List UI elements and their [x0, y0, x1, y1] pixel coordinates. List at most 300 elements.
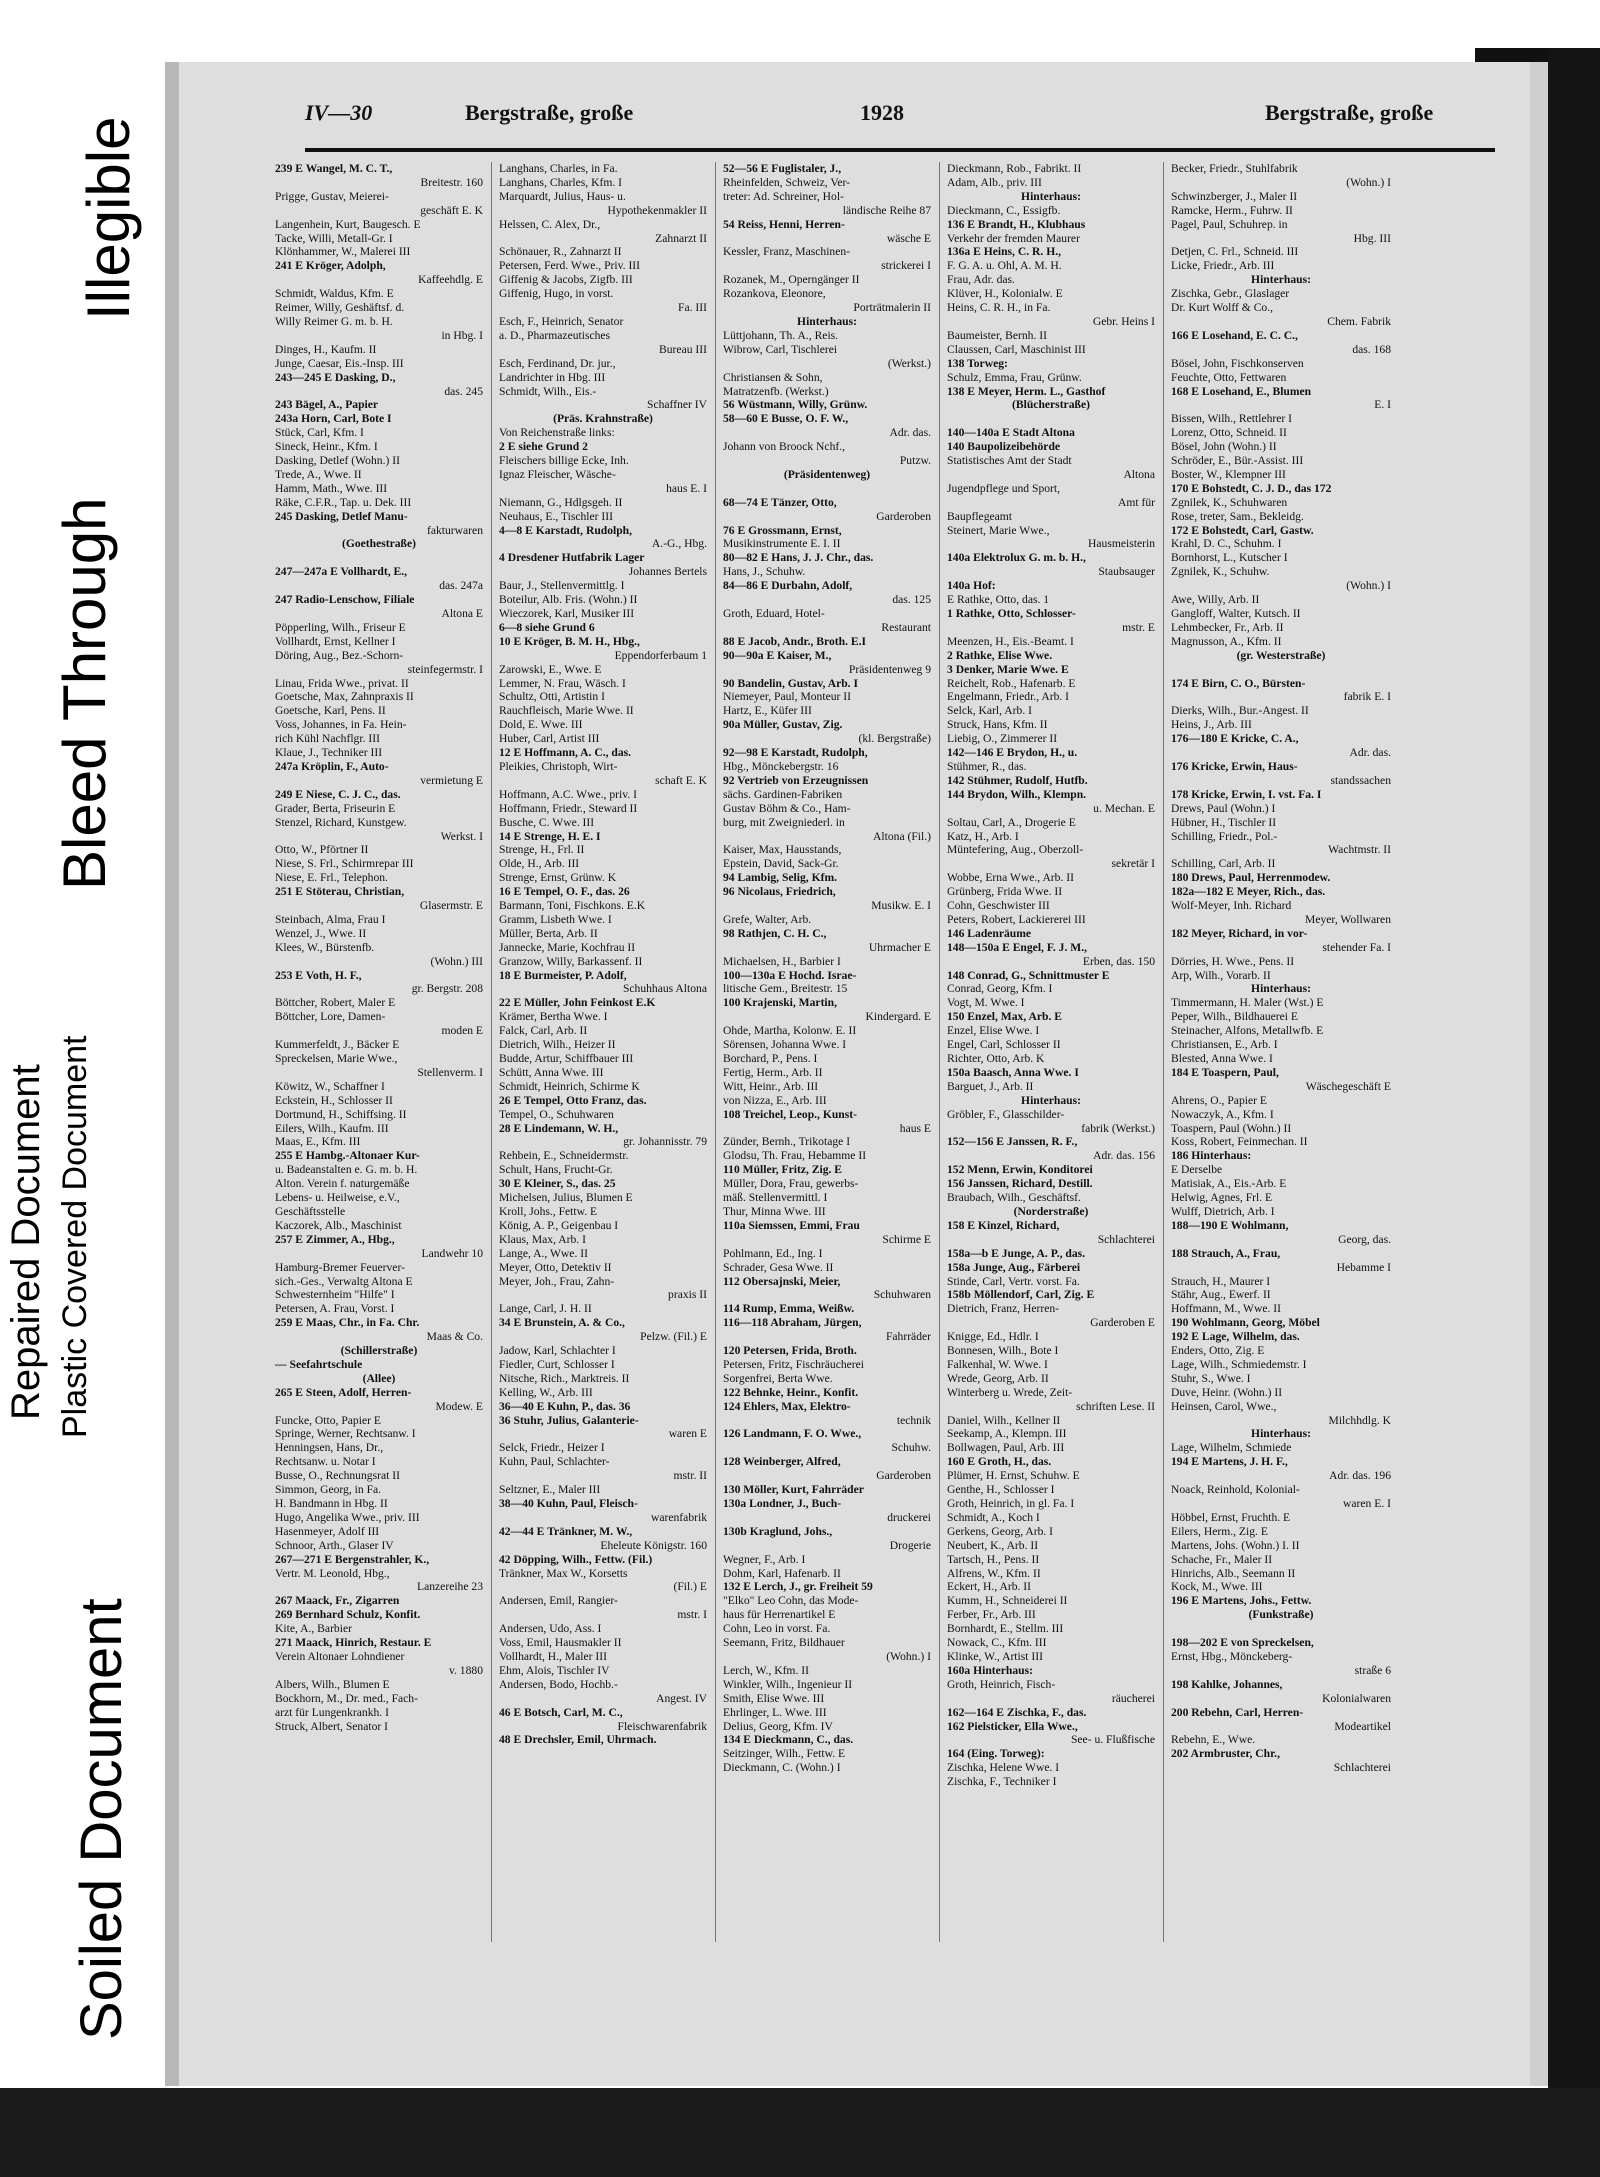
directory-entry-line: Vollhardt, Ernst, Kellner I — [275, 634, 396, 648]
directory-entry-line: Esch, Ferdinand, Dr. jur., — [499, 356, 616, 370]
directory-entry-line: Linau, Frida Wwe., privat. II — [275, 676, 409, 690]
directory-entry-line: Giffenig & Jacobs, Zigfb. III — [499, 273, 633, 287]
directory-entry-line: schaft E. K — [655, 773, 707, 787]
directory-entry-line: Rose, treter, Sam., Bekleidg. — [1171, 509, 1304, 523]
directory-entry-line: Granzow, Willy, Barkassenf. II — [499, 954, 643, 968]
directory-entry-line: 168 E Losehand, E., Blumen — [1171, 384, 1312, 398]
directory-entry-line: Groth, Heinrich, Fisch- — [947, 1677, 1056, 1691]
directory-entry-line: Richter, Otto, Arb. K — [947, 1052, 1045, 1065]
directory-entry-line: (Blücherstraße) — [1012, 398, 1090, 412]
directory-entry-line: 94 Lambig, Selig, Kfm. — [723, 871, 838, 885]
directory-entry-line: 140a Hof: — [947, 579, 996, 593]
directory-entry-line: fakturwaren — [426, 523, 483, 537]
directory-entry-line: Räke, C.F.R., Tap. u. Dek. III — [275, 495, 412, 509]
directory-entry-line: Wegner, F., Arb. I — [723, 1552, 806, 1566]
directory-entry-line: 16 E Tempel, O. F., das. 26 — [499, 885, 630, 899]
directory-entry-line: Frau, Adr. das. — [947, 273, 1015, 287]
directory-entry-line: 2 Rathke, Elise Wwe. — [947, 648, 1053, 662]
directory-entry-line: 255 E Hambg.-Altonaer Kur- — [275, 1149, 420, 1163]
directory-entry-line: warenfabrik — [650, 1510, 707, 1524]
directory-entry-line: Matratzenfb. (Werkst.) — [723, 384, 829, 398]
directory-entry-line: 98 Rathjen, C. H. C., — [723, 926, 827, 940]
street-name-right: Bergstraße, große — [1265, 100, 1434, 125]
directory-entry-line: litische Gem., Breitestr. 15 — [723, 982, 848, 996]
directory-entry-line: 162 Pielsticker, Ella Wwe., — [947, 1719, 1078, 1733]
directory-entry-line: Schultz, Otti, Artistin I — [499, 690, 605, 704]
directory-entry-line: Breitestr. 160 — [420, 175, 483, 189]
directory-entry-line: Zischka, F., Techniker I — [947, 1775, 1057, 1789]
directory-entry-line: Grünberg, Frida Wwe. II — [947, 885, 1063, 899]
directory-entry-line: 90a Müller, Gustav, Zig. — [723, 718, 843, 732]
directory-entry-line: Schuhw. — [891, 1441, 931, 1455]
directory-entry-line: 92 Vertrieb von Erzeugnissen — [723, 773, 869, 787]
directory-entry-line: 271 Maack, Hinrich, Restaur. E — [275, 1636, 432, 1650]
directory-entry-line: Ernst, Hbg., Mönckeberg- — [1171, 1649, 1293, 1663]
directory-entry-line: Martens, Johs. (Wohn.) I. II — [1171, 1538, 1300, 1552]
column-divider — [491, 162, 492, 1942]
directory-entry-line: Zünder, Bernh., Trikotage I — [723, 1135, 851, 1149]
directory-entry-line: 243a Horn, Carl, Bote I — [275, 412, 392, 426]
directory-entry-line: Schrader, Gesa Wwe. II — [723, 1260, 834, 1274]
directory-entry-line: (Allee) — [362, 1371, 396, 1385]
directory-entry-line: fabrik (Werkst.) — [1081, 1121, 1155, 1135]
directory-entry-line: Koss, Robert, Feinmechan. II — [1171, 1135, 1308, 1149]
directory-entry-line: Vogt, M. Wwe. I — [947, 996, 1025, 1010]
directory-entry-line: Hamburg-Bremer Feuerver- — [275, 1260, 405, 1274]
directory-entry-line: Enzel, Elise Wwe. I — [947, 1024, 1040, 1038]
directory-entry-line: Plümer, H. Ernst, Schuhw. E — [947, 1469, 1080, 1483]
directory-entry-line: 259 E Maas, Chr., in Fa. Chr. — [275, 1316, 420, 1330]
directory-entry-line: 182a—182 E Meyer, Rich., das. — [1171, 885, 1326, 899]
directory-entry-line: Gustav Böhm & Co., Ham- — [723, 801, 851, 815]
directory-entry-line: Sineck, Heinr., Kfm. I — [275, 440, 378, 454]
directory-entry-line: Adam, Alb., priv. III — [947, 175, 1042, 189]
directory-entry-line: Hugo, Angelika Wwe., priv. III — [275, 1510, 420, 1524]
directory-entry-line: (Norderstraße) — [1013, 1204, 1089, 1218]
directory-entry-line: Stinde, Carl, Vertr. vorst. Fa. — [947, 1274, 1080, 1288]
document-condition-sidebar — [0, 0, 165, 2177]
directory-entry-line: Klaus, Max, Arb. I — [499, 1232, 586, 1246]
directory-entry-line: Strenge, H., Frl. II — [499, 843, 585, 857]
directory-entry-line: Kock, M., Wwe. III — [1171, 1580, 1263, 1594]
directory-entry-line: Blested, Anna Wwe. I — [1171, 1052, 1273, 1065]
directory-entry-line: Reimer, Willy, Geshäftsf. d. — [275, 301, 405, 315]
directory-entry-line: 158b Möllendorf, Carl, Zig. E — [947, 1288, 1095, 1302]
directory-entry-line: Dietrich, Franz, Herren- — [947, 1302, 1060, 1316]
directory-entry-line: Heins, J., Arb. III — [1171, 718, 1252, 732]
directory-entry-line: von Nizza, E., Arb. III — [723, 1093, 827, 1107]
directory-entry-line: Hoffmann, Friedr., Steward II — [499, 801, 638, 815]
directory-entry-line: vermietung E — [420, 773, 483, 787]
directory-entry-line: Lebens- u. Heilweise, e.V., — [275, 1191, 400, 1205]
directory-entry-line: Arp, Wilh., Vorarb. II — [1171, 968, 1271, 982]
directory-entry-line: Kaffeehdlg. E — [418, 273, 483, 287]
directory-entry-line: Schnoor, Arth., Glaser IV — [275, 1538, 394, 1552]
directory-entry-line: 158 E Kinzel, Richard, — [947, 1218, 1060, 1232]
directory-entry-line: Stähr, Aug., Ewerf. II — [1171, 1288, 1271, 1302]
directory-entry-line: Michaelsen, H., Barbier I — [723, 954, 841, 968]
directory-entry-line: Willy Reimer G. m. b. H. — [275, 314, 393, 328]
directory-entry-line: rich Kühl Nachflgr. III — [275, 732, 380, 746]
directory-entry-line: Kindergard. E — [865, 1010, 931, 1024]
directory-entry-line: 247a Kröplin, F., Auto- — [275, 759, 389, 773]
directory-entry-line: 58—60 E Busse, O. F. W., — [723, 412, 849, 426]
column-divider — [715, 162, 716, 1942]
directory-entry-line: Johannes Bertels — [628, 565, 707, 579]
directory-entry-line: 136 E Brandt, H., Klubhaus — [947, 217, 1086, 231]
directory-entry-line: Niemann, G., Hdlgsgeh. II — [499, 495, 623, 509]
directory-entry-line: Awe, Willy, Arb. II — [1171, 593, 1260, 607]
directory-entry-line: Hoffmann, A.C. Wwe., priv. I — [499, 787, 637, 801]
directory-entry-line: Knigge, Ed., Hdlr. I — [947, 1330, 1039, 1344]
directory-column-5 — [1171, 162, 1391, 1962]
directory-entry-line: Baur, J., Stellenvermittlg. I — [499, 579, 625, 593]
directory-entry-line: Krämer, Bertha Wwe. I — [499, 1010, 608, 1024]
directory-entry-line: Ehm, Alois, Tischler IV — [499, 1663, 610, 1677]
directory-entry-line: Dietrich, Wilh., Heizer II — [499, 1038, 616, 1052]
directory-entry-line: Hinterhaus: — [1251, 1427, 1311, 1441]
directory-entry-line: Giffenig, Hugo, in vorst. — [499, 287, 614, 301]
directory-entry-line: (Fil.) E — [673, 1580, 707, 1594]
directory-entry-line: 190 Wohlmann, Georg, Möbel — [1171, 1316, 1320, 1330]
directory-entry-line: Rauchfleisch, Marie Wwe. II — [499, 704, 634, 718]
directory-entry-line: 243—245 E Dasking, D., — [275, 370, 396, 384]
directory-entry-line: u. Mechan. E — [1093, 801, 1155, 815]
directory-entry-line: (Goethestraße) — [341, 537, 417, 551]
directory-entry-line: Boster, W., Klempner III — [1171, 467, 1286, 481]
directory-entry-line: Böttcher, Robert, Maler E — [275, 996, 396, 1010]
directory-entry-line: (Wohn.) III — [430, 954, 483, 968]
directory-entry-line: Wäschegeschäft E — [1305, 1079, 1391, 1093]
directory-entry-line: Klaue, J., Techniker III — [275, 746, 383, 760]
directory-entry-line — [275, 551, 483, 565]
directory-entry-line: burg, mit Zweigniederl. in — [723, 815, 845, 829]
directory-entry-line: Wenzel, J., Wwe. II — [275, 926, 367, 940]
directory-entry-line: Krahl, D. C., Schuhm. I — [1171, 537, 1282, 551]
directory-entry-line: Goetsche, Karl, Pens. II — [275, 704, 386, 718]
directory-entry-line: 2 E siehe Grund 2 — [499, 440, 588, 454]
directory-entry-line: Groth, Eduard, Hotel- — [723, 607, 825, 620]
directory-entry-line: 166 E Losehand, E. C. C., — [1171, 328, 1298, 342]
directory-entry-line: See- u. Flußfische — [1070, 1733, 1155, 1747]
directory-entry-line: Wulff, Dietrich, Arb. I — [1171, 1204, 1275, 1218]
directory-entry-line: Werkst. I — [440, 829, 483, 843]
directory-entry-line: Glodsu, Th. Frau, Hebamme II — [723, 1149, 867, 1163]
directory-entry-line: fabrik E. I — [1343, 690, 1391, 704]
directory-entry-line: Detjen, C. Frl., Schneid. III — [1171, 245, 1299, 259]
directory-entry-line: Georg, das. — [1338, 1232, 1391, 1246]
directory-entry-line: Lüttjohann, Th. A., Reis. — [723, 328, 839, 342]
directory-entry-line: 198 Kahlke, Johannes, — [1171, 1677, 1283, 1691]
directory-entry-line: Baumeister, Bernh. II — [947, 328, 1047, 342]
directory-entry-line: Dold, E. Wwe. III — [499, 718, 583, 732]
directory-entry-line: Steinbach, Alma, Frau I — [275, 912, 386, 926]
directory-entry-line: Winkler, Wilh., Ingenieur II — [723, 1677, 853, 1691]
directory-entry-line: Zischka, Helene Wwe. I — [947, 1761, 1060, 1775]
directory-entry-line: Kuhn, Paul, Schlachter- — [499, 1455, 610, 1469]
directory-entry-line: Struck, Hans, Kfm. II — [947, 718, 1048, 732]
directory-entry-line: 178 Kricke, Erwin, I. vst. Fa. I — [1171, 787, 1322, 801]
directory-entry-line: Schmidt, Waldus, Kfm. E — [275, 287, 394, 301]
directory-entry-line: (Schillerstraße) — [340, 1344, 418, 1358]
directory-entry-line: (kl. Bergstraße) — [858, 732, 931, 746]
directory-entry-line: Henningsen, Hans, Dr., — [275, 1441, 384, 1455]
directory-entry-line: Niese, S. Frl., Schirmrepar III — [275, 857, 414, 871]
directory-entry-line: 120 Petersen, Frida, Broth. — [723, 1344, 857, 1358]
directory-entry-line: Busche, C. Wwe. III — [499, 815, 595, 829]
directory-column-1 — [275, 162, 483, 1962]
directory-entry-line: 84—86 E Durbahn, Adolf, — [723, 579, 853, 593]
directory-entry-line: Schaffner IV — [647, 398, 707, 412]
directory-entry-line: Petersen, Fritz, Fischräucherei — [723, 1357, 865, 1371]
directory-entry-line: 160 E Groth, H., das. — [947, 1455, 1052, 1469]
directory-entry-line: Hans, J., Schuhw. — [723, 565, 806, 579]
directory-entry-line: Wolf-Meyer, Inh. Richard — [1171, 899, 1292, 913]
directory-entry-line: — Seefahrtschule — [275, 1357, 363, 1371]
directory-entry-line: 34 E Brunstein, A. & Co., — [499, 1316, 625, 1330]
directory-entry-line: 130 Möller, Kurt, Fahrräder — [723, 1483, 864, 1497]
directory-entry-line: Dr. Kurt Wolff & Co., — [1171, 301, 1274, 315]
directory-entry-line: Putzw. — [899, 454, 931, 468]
directory-entry-line: Bockhorn, M., Dr. med., Fach- — [275, 1691, 418, 1705]
directory-entry-line: waren E. I — [1343, 1497, 1391, 1510]
directory-entry-line: 110 Müller, Fritz, Zig. E — [723, 1163, 843, 1177]
page-number: IV—30 — [305, 100, 373, 125]
directory-entry-line: Modeartikel — [1334, 1719, 1391, 1733]
directory-entry-line: Noack, Reinhold, Kolonial- — [1171, 1483, 1300, 1497]
directory-entry-line: 68—74 E Tänzer, Otto, — [723, 495, 837, 509]
directory-entry-line: 148—150a E Engel, F. J. M., — [947, 940, 1087, 954]
directory-entry-line: Rebehn, E., Wwe. — [1171, 1733, 1256, 1747]
directory-entry-line: 100—130a E Hochd. Israe- — [723, 968, 857, 982]
directory-entry-line: Baupflegeamt — [947, 509, 1013, 523]
directory-entry-line: 52—56 E Fuglistaler, J., — [723, 162, 842, 175]
directory-entry-line: Lange, Carl, J. H. II — [499, 1302, 592, 1316]
directory-column-3 — [723, 162, 931, 1962]
directory-entry-line: Dieckmann, C., Essigfb. — [947, 203, 1061, 217]
directory-entry-line: 245 Dasking, Detlef Manu- — [275, 509, 408, 523]
directory-entry-line: Schmidt, Heinrich, Schirme K — [499, 1079, 640, 1093]
directory-entry-line — [1171, 1622, 1391, 1636]
label-plastic-covered-document: Plastic Covered Document — [56, 1035, 94, 1438]
directory-entry-line: Tartsch, H., Pens. II — [947, 1552, 1040, 1566]
directory-entry-line: Michelsen, Julius, Blumen E — [499, 1191, 633, 1205]
directory-entry-line: Jadow, Karl, Schlachter I — [499, 1344, 616, 1358]
directory-entry-line: Petersen, A. Frau, Vorst. I — [275, 1302, 395, 1316]
directory-entry-line: Dasking, Detlef (Wohn.) II — [275, 454, 400, 468]
directory-entry-line: E Derselbe — [1171, 1163, 1223, 1177]
directory-entry-line: Neubert, K., Arb. II — [947, 1538, 1039, 1552]
directory-entry-line: König, A. P., Geigenbau I — [499, 1218, 619, 1232]
directory-entry-line: Gröbler, F., Glasschilder- — [947, 1107, 1065, 1121]
directory-entry-line: Pohlmann, Ed., Ing. I — [723, 1246, 823, 1260]
directory-entry-line: schriften Lese. II — [1076, 1399, 1155, 1413]
directory-entry-line: 142 Stühmer, Rudolf, Hutfb. — [947, 773, 1088, 787]
directory-entry-line: 4 Dresdener Hutfabrik Lager — [499, 551, 645, 565]
directory-entry-line: in Hbg. I — [441, 328, 483, 342]
directory-entry-line: arzt für Lungenkrankh. I — [275, 1705, 389, 1719]
directory-entry-line: Fahrräder — [885, 1330, 931, 1344]
directory-entry-line: Tempel, O., Schuhwaren — [499, 1107, 614, 1121]
directory-entry-line: 164 (Eing. Torweg): — [947, 1747, 1045, 1761]
directory-entry-line: Falkenhal, W. Wwe. I — [947, 1357, 1048, 1371]
directory-entry-line: (Präsidentenweg) — [783, 467, 871, 481]
directory-entry-line: Pleikies, Christoph, Wirt- — [499, 759, 618, 773]
directory-entry-line: 150a Baasch, Anna Wwe. I — [947, 1065, 1079, 1079]
directory-entry-line: 176—180 E Kricke, C. A., — [1171, 732, 1299, 746]
directory-entry-line: 4—8 E Karstadt, Rudolph, — [499, 523, 633, 537]
directory-entry-line: 100 Krajenski, Martin, — [723, 996, 837, 1010]
directory-entry-line: Ohde, Martha, Kolonw. E. II — [723, 1024, 857, 1038]
directory-entry-line: Schuhhaus Altona — [622, 982, 707, 996]
directory-entry-line: Rheinfelden, Schweiz, Ver- — [723, 175, 851, 189]
column-divider — [1163, 162, 1164, 1942]
directory-entry-line: Stück, Carl, Kfm. I — [275, 426, 364, 440]
directory-entry-line: Hoffmann, M., Wwe. II — [1171, 1302, 1282, 1316]
directory-entry-line: Vertr. M. Leonold, Hbg., — [275, 1566, 390, 1580]
directory-entry-line: Erben, das. 150 — [1082, 954, 1155, 968]
directory-entry-line: Wrede, Georg, Arb. II — [947, 1371, 1049, 1385]
directory-entry-line: Tränkner, Max W., Korsetts — [499, 1566, 628, 1580]
directory-entry-line: 265 E Steen, Adolf, Herren- — [275, 1385, 412, 1399]
directory-entry-line: 80—82 E Hans, J. J. Chr., das. — [723, 551, 874, 565]
directory-entry-line: Angest. IV — [656, 1691, 707, 1705]
directory-entry-line: Schult, Hans, Frucht-Gr. — [499, 1163, 613, 1177]
directory-entry-line: Busse, O., Rechnungsrat II — [275, 1469, 400, 1483]
directory-entry-line: (Wohn.) I — [1346, 579, 1391, 593]
directory-entry-line: Nowaczyk, A., Kfm. I — [1171, 1107, 1274, 1121]
directory-entry-line: Wachtmstr. II — [1328, 843, 1391, 857]
directory-entry-line: Müller, Dora, Frau, gewerbs- — [723, 1177, 859, 1191]
directory-entry-line: Otto, W., Pförtner II — [275, 843, 369, 857]
directory-entry-line: Präsidentenweg 9 — [848, 662, 931, 676]
directory-entry-line: 239 E Wangel, M. C. T., — [275, 162, 393, 175]
label-illegible: Illegible — [75, 116, 142, 320]
directory-entry-line: Eckert, H., Arb. II — [947, 1580, 1032, 1594]
directory-entry-line: Maas, E., Kfm. III — [275, 1135, 361, 1149]
scan-border-bottom — [0, 2088, 1600, 2177]
directory-entry-line: Schulz, Emma, Frau, Grünw. — [947, 370, 1082, 384]
directory-entry-line: 198—202 E von Spreckelsen, — [1171, 1636, 1314, 1650]
directory-entry-line: Hinterhaus: — [1021, 189, 1081, 203]
directory-entry-line: Engelmann, Friedr., Arb. I — [947, 690, 1070, 704]
directory-entry-line: 267 Maack, Fr., Zigarren — [275, 1594, 400, 1608]
directory-entry-line: H. Bandmann in Hbg. II — [275, 1497, 388, 1510]
directory-entry-line: 138 E Meyer, Herm. L., Gasthof — [947, 384, 1106, 398]
directory-entry-line: Dortmund, H., Schiffsing. II — [275, 1107, 407, 1121]
directory-entry-line: Andersen, Emil, Rangier- — [499, 1594, 618, 1608]
directory-entry-line: Lorenz, Otto, Schneid. II — [1171, 426, 1287, 440]
directory-entry-line: 192 E Lage, Wilhelm, das. — [1171, 1330, 1300, 1344]
directory-entry-line: Conrad, Georg, Kfm. I — [947, 982, 1053, 996]
directory-entry-line: stehender Fa. I — [1322, 940, 1391, 954]
directory-entry-line: Meyer, Wollwaren — [1305, 912, 1391, 926]
directory-entry-line: 247—247a E Vollhardt, E., — [275, 565, 408, 579]
directory-entry-line: Schröder, E., Bür.-Assist. III — [1171, 454, 1304, 468]
directory-entry-line: Statistisches Amt der Stadt — [947, 454, 1072, 468]
directory-entry-line: Höbbel, Ernst, Fruchth. E — [1171, 1510, 1291, 1524]
directory-entry-line: Grefe, Walter, Arb. — [723, 912, 812, 926]
directory-entry-line: Zgnilek, K., Schuhw. — [1171, 565, 1270, 579]
directory-entry-line: 188—190 E Wohlmann, — [1171, 1218, 1289, 1232]
directory-entry-line: Enders, Otto, Zig. E — [1171, 1344, 1265, 1358]
directory-entry-line: Hamm, Math., Wwe. III — [275, 481, 388, 495]
directory-entry-line: 249 E Niese, C. J. C., das. — [275, 787, 401, 801]
directory-entry-line: 114 Rump, Emma, Weißw. — [723, 1302, 855, 1316]
directory-entry-line: Katz, H., Arb. I — [947, 829, 1019, 843]
directory-entry-line: Bornhardt, E., Stellm. III — [947, 1622, 1064, 1636]
directory-entry-line: 42—44 E Tränkner, M. W., — [499, 1524, 633, 1538]
directory-entry-line: Wieczorek, Karl, Musiker III — [499, 607, 635, 620]
directory-entry-line: (Funkstraße) — [1248, 1608, 1314, 1622]
directory-column-2 — [499, 162, 707, 1962]
directory-entry-line: Ahrens, O., Papier E — [1171, 1093, 1267, 1107]
directory-entry-line: Lage, Wilhelm, Schmiede — [1171, 1441, 1292, 1455]
directory-entry-line: haus E. I — [666, 481, 707, 495]
directory-entry-line: 247 Radio-Lenschow, Filiale — [275, 593, 415, 607]
directory-entry-line: Kumm, H., Schneiderei II — [947, 1594, 1068, 1608]
directory-entry-line: Ramcke, Herm., Fuhrw. II — [1171, 203, 1293, 217]
directory-entry-line: Seemann, Fritz, Bildhauer — [723, 1636, 845, 1650]
directory-entry-line: Sorgenfrei, Berta Wwe. — [723, 1371, 833, 1385]
directory-entry-line: Fertig, Herm., Arb. II — [723, 1065, 823, 1079]
directory-entry-line: Marquardt, Julius, Haus- u. — [499, 189, 626, 203]
page-binding-edge — [165, 62, 179, 2086]
directory-entry-line: 6—8 siehe Grund 6 — [499, 620, 595, 634]
directory-entry-line: Sörensen, Johanna Wwe. I — [723, 1038, 847, 1052]
directory-entry-line: Seekamp, A., Klempn. III — [947, 1427, 1067, 1441]
directory-entry-line: Stellenverm. I — [417, 1065, 483, 1079]
directory-entry-line: 48 E Drechsler, Emil, Uhrmach. — [499, 1733, 657, 1747]
directory-entry-line: Porträtmalerin II — [853, 301, 931, 315]
directory-entry-line: das. 245 — [444, 384, 483, 398]
directory-entry-line: Engel, Carl, Schlosser II — [947, 1038, 1061, 1052]
directory-entry-line: Epstein, David, Sack-Gr. — [723, 857, 839, 871]
directory-entry-line: Selck, Friedr., Heizer I — [499, 1441, 605, 1455]
directory-entry-line: Ehrlinger, L. Wwe. III — [723, 1705, 827, 1719]
directory-column-4 — [947, 162, 1155, 1962]
directory-entry-line: Stenzel, Richard, Kunstgew. — [275, 815, 407, 829]
directory-entry-line: Klees, W., Bürstenfb. — [275, 940, 375, 954]
directory-entry-line: Nitsche, Rich., Marktreis. II — [499, 1371, 630, 1385]
directory-entry-line: Hartz, E., Küfer III — [723, 704, 812, 718]
directory-entry-line: gr. Johannisstr. 79 — [623, 1135, 707, 1149]
directory-entry-line: Hbg., Mönckebergstr. 16 — [723, 759, 839, 773]
directory-entry-line: Langhans, Charles, Kfm. I — [499, 175, 622, 189]
directory-entry-line: Kolonialwaren — [1322, 1691, 1391, 1705]
directory-entry-line — [1171, 663, 1391, 677]
directory-entry-line: Schwesternheim "Hilfe" I — [275, 1288, 395, 1302]
directory-entry-line: Lange, A., Wwe. II — [499, 1246, 588, 1260]
directory-entry-line: Neuhaus, E., Tischler III — [499, 509, 613, 523]
directory-entry-line: 96 Nicolaus, Friedrich, — [723, 885, 836, 899]
directory-entry-line: Christiansen & Sohn, — [723, 370, 823, 384]
directory-entry-line: Schwinzberger, J., Maler II — [1171, 189, 1298, 203]
directory-entry-line: Rozankova, Eleonore, — [723, 287, 826, 301]
directory-entry-line: 243 Bägel, A., Papier — [275, 398, 379, 412]
directory-entry-line: 128 Weinberger, Alfred, — [723, 1455, 841, 1469]
directory-entry-line: Kite, A., Barbier — [275, 1622, 352, 1636]
directory-entry-line: 138 Torweg: — [947, 356, 1008, 370]
directory-entry-line: haus für Herrenartikel E — [723, 1608, 836, 1622]
directory-entry-line: haus E — [899, 1121, 931, 1135]
directory-entry-line: mstr. II — [673, 1469, 707, 1483]
directory-entry-line: Hinterhaus: — [1251, 273, 1311, 287]
directory-entry-line: Modew. E — [435, 1399, 483, 1413]
directory-entry-line: Rehbein, E., Schneidermstr. — [499, 1149, 629, 1163]
directory-entry-line: gr. Bergstr. 208 — [411, 982, 483, 996]
directory-entry-line: Claussen, Carl, Maschinist III — [947, 342, 1086, 356]
